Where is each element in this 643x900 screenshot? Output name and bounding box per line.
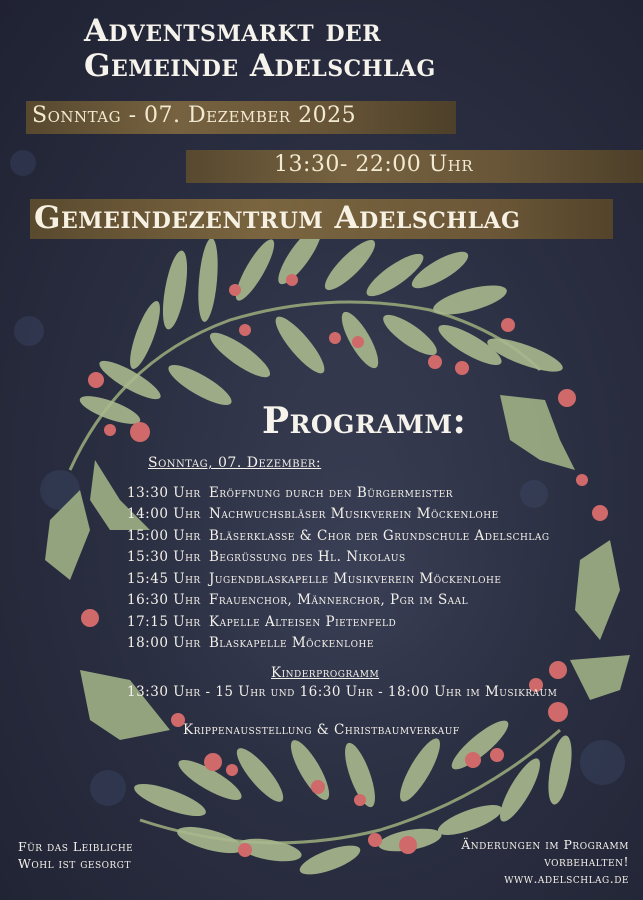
- program-day-label: Sonntag, 07. Dezember:: [148, 455, 322, 471]
- program-item-time: 18:00 Uhr: [127, 635, 201, 652]
- program-item: [127, 590, 550, 612]
- program-heading: Programm:: [262, 400, 467, 442]
- program-item-time: 17:15 Uhr: [127, 613, 201, 630]
- event-time: 13:30- 22:00 Uhr: [274, 152, 474, 177]
- program-item-time: 15:30 Uhr: [127, 549, 201, 566]
- event-date: Sonntag - 07. Dezember 2025: [32, 103, 357, 128]
- event-venue: Gemeindezentrum Adelschlag: [34, 200, 521, 236]
- program-item-text: Begrüssung des Hl. Nikolaus: [209, 549, 406, 566]
- footer-catering-note: [18, 838, 133, 872]
- footer-line: Wohl ist gesorgt: [18, 856, 131, 871]
- program-item-text: Kapelle Alteisen Pietenfeld: [209, 613, 397, 630]
- footer-line: Für das Leibliche: [18, 839, 134, 854]
- kinderprogramm-text: 13:30 Uhr - 15 Uhr und 16:30 Uhr - 18:00 Uhr im Musikraum: [127, 684, 558, 700]
- program-item-text: Nachwuchsbläser Musikverein Möckenlohe: [209, 506, 499, 523]
- footer-changes-note: [461, 836, 629, 887]
- footer-line: vorbehalten!: [544, 854, 629, 869]
- program-item: [127, 525, 550, 547]
- program-item: [127, 611, 550, 633]
- website-link[interactable]: www.adelschlag.de: [504, 871, 629, 886]
- program-schedule: [127, 482, 550, 654]
- program-item-text: Jugendblaskapelle Musikverein Möckenlohe: [209, 570, 502, 587]
- krippe-text: Krippenausstellung & Christbaumverkauf: [183, 722, 460, 738]
- title-line: Adventsmarkt der: [84, 13, 382, 49]
- program-item: [127, 568, 550, 590]
- kinderprogramm-heading: Kinderprogramm: [271, 665, 380, 681]
- program-item-time: 13:30 Uhr: [127, 484, 201, 501]
- page-title: [84, 14, 436, 84]
- program-item: [127, 504, 550, 526]
- program-item-text: Bläserklasse & Chor der Grundschule Adelschlag: [209, 527, 550, 544]
- program-item-text: Eröffnung durch den Bürgermeister: [209, 484, 454, 501]
- title-line: Gemeinde Adelschlag: [84, 48, 436, 84]
- program-item-text: Blaskapelle Möckenlohe: [209, 635, 374, 652]
- program-item-time: 15:45 Uhr: [127, 570, 201, 587]
- program-item-time: 16:30 Uhr: [127, 592, 201, 609]
- footer-line: Änderungen im Programm: [461, 837, 629, 852]
- program-item-time: 14:00 Uhr: [127, 506, 201, 523]
- program-item: [127, 547, 550, 569]
- program-item: [127, 482, 550, 504]
- program-item-text: Frauenchor, Männerchor, Pgr im Saal: [209, 592, 469, 609]
- program-item: [127, 633, 550, 655]
- program-item-time: 15:00 Uhr: [127, 527, 201, 544]
